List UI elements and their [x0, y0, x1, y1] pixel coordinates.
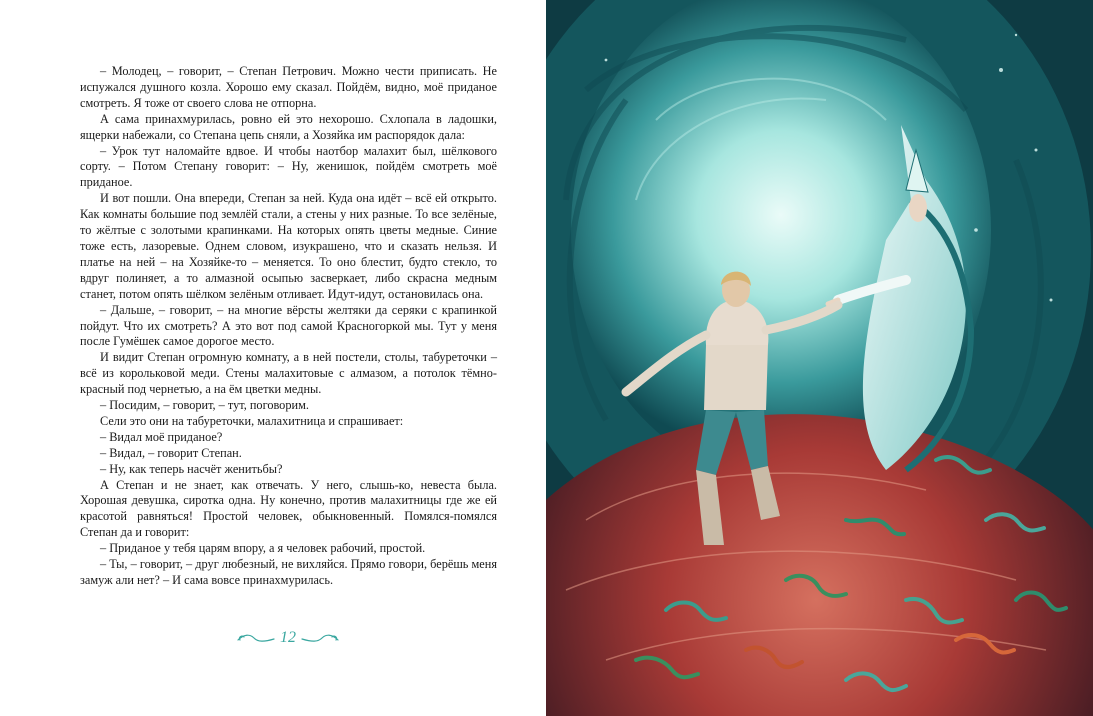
story-text	[80, 64, 497, 589]
illustration-art	[546, 0, 1093, 716]
paragraph: – Дальше, – говорит, – на многие вёрсты желтяки да серяки с крапинкой пойдут. Что их смотреть? А это вот под самой Красногоркой мы. Тут у меня после Гумёшек самое дорогое место.	[80, 302, 497, 349]
paragraph: И видит Степан огромную комнату, а в ней постели, столы, табуреточки – всё из корольковой меди. Стены малахитовые с алмазом, а потолок тёмно-красный под чернетью, а на ём цветки медны.	[80, 350, 497, 397]
illustration	[546, 0, 1093, 716]
paragraph: И вот пошли. Она впереди, Степан за ней. Куда она идёт – всё ей открыто. Как комнаты большие под землёй стали, а стены у них разные. То все зелёные, то жёлтые с золотыми крапинками. На которых опять цветы медные. Синие тоже есть, лазоревые. Однем словом, изукрашено, что и сказать нельзя. И платье на ней – на Хозяйке-то – меняется. То оно блестит, будто стекло, то вдруг полиняет, а то алмазной осыпью засверкает, либо скрасна медным станет, потом опять шёлком зелёным отливает. Идут-идут, остановилась она.	[80, 191, 497, 301]
paragraph: – Ты, – говорит, – друг любезный, не вихляйся. Прямо говори, берёшь меня замуж али нет? – И сама вовсе принахмурилась.	[80, 557, 497, 587]
page-number: 12	[280, 629, 296, 646]
text-page	[0, 0, 546, 716]
paragraph: Сели это они на табуреточки, малахитница и спрашивает:	[100, 413, 404, 428]
page-number-ornament	[234, 628, 342, 650]
paragraph: А сама принахмурилась, ровно ей это нехорошо. Схлопала в ладошки, ящерки набежали, со Степана цепь сняли, а Хозяйка им распорядок дала:	[80, 111, 497, 142]
paragraph: – Видал моё приданое?	[100, 429, 223, 444]
paragraph: – Приданое у тебя царям впору, а я человек рабочий, простой.	[100, 541, 426, 556]
paragraph: – Ну, как теперь насчёт женитьбы?	[100, 461, 283, 476]
paragraph: А Степан и не знает, как отвечать. У него, слышь-ко, невеста была. Хорошая девушка, сиротка одна. Ну конечно, против малахитницы где же ей красотой равняться! Простой человек, обыкновенный. Помялся-помялся Степан да и говорит:	[80, 477, 497, 540]
paragraph: – Посидим, – говорит, – тут, поговорим.	[100, 398, 309, 413]
paragraph: – Молодец, – говорит, – Степан Петрович. Можно чести приписать. Не испужался душного козла. Хорошо ему сказал. Пойдём, видно, моё приданое смотреть. Я тоже от своего слова не отпорна.	[80, 64, 497, 110]
paragraph: – Видал, – говорит Степан.	[100, 445, 242, 460]
paragraph: – Урок тут наломайте вдвое. И чтобы наотбор малахит был, шёлкового сорту. – Потом Степану говорит: – Ну, женишок, пойдём смотреть моё приданое.	[80, 143, 497, 190]
